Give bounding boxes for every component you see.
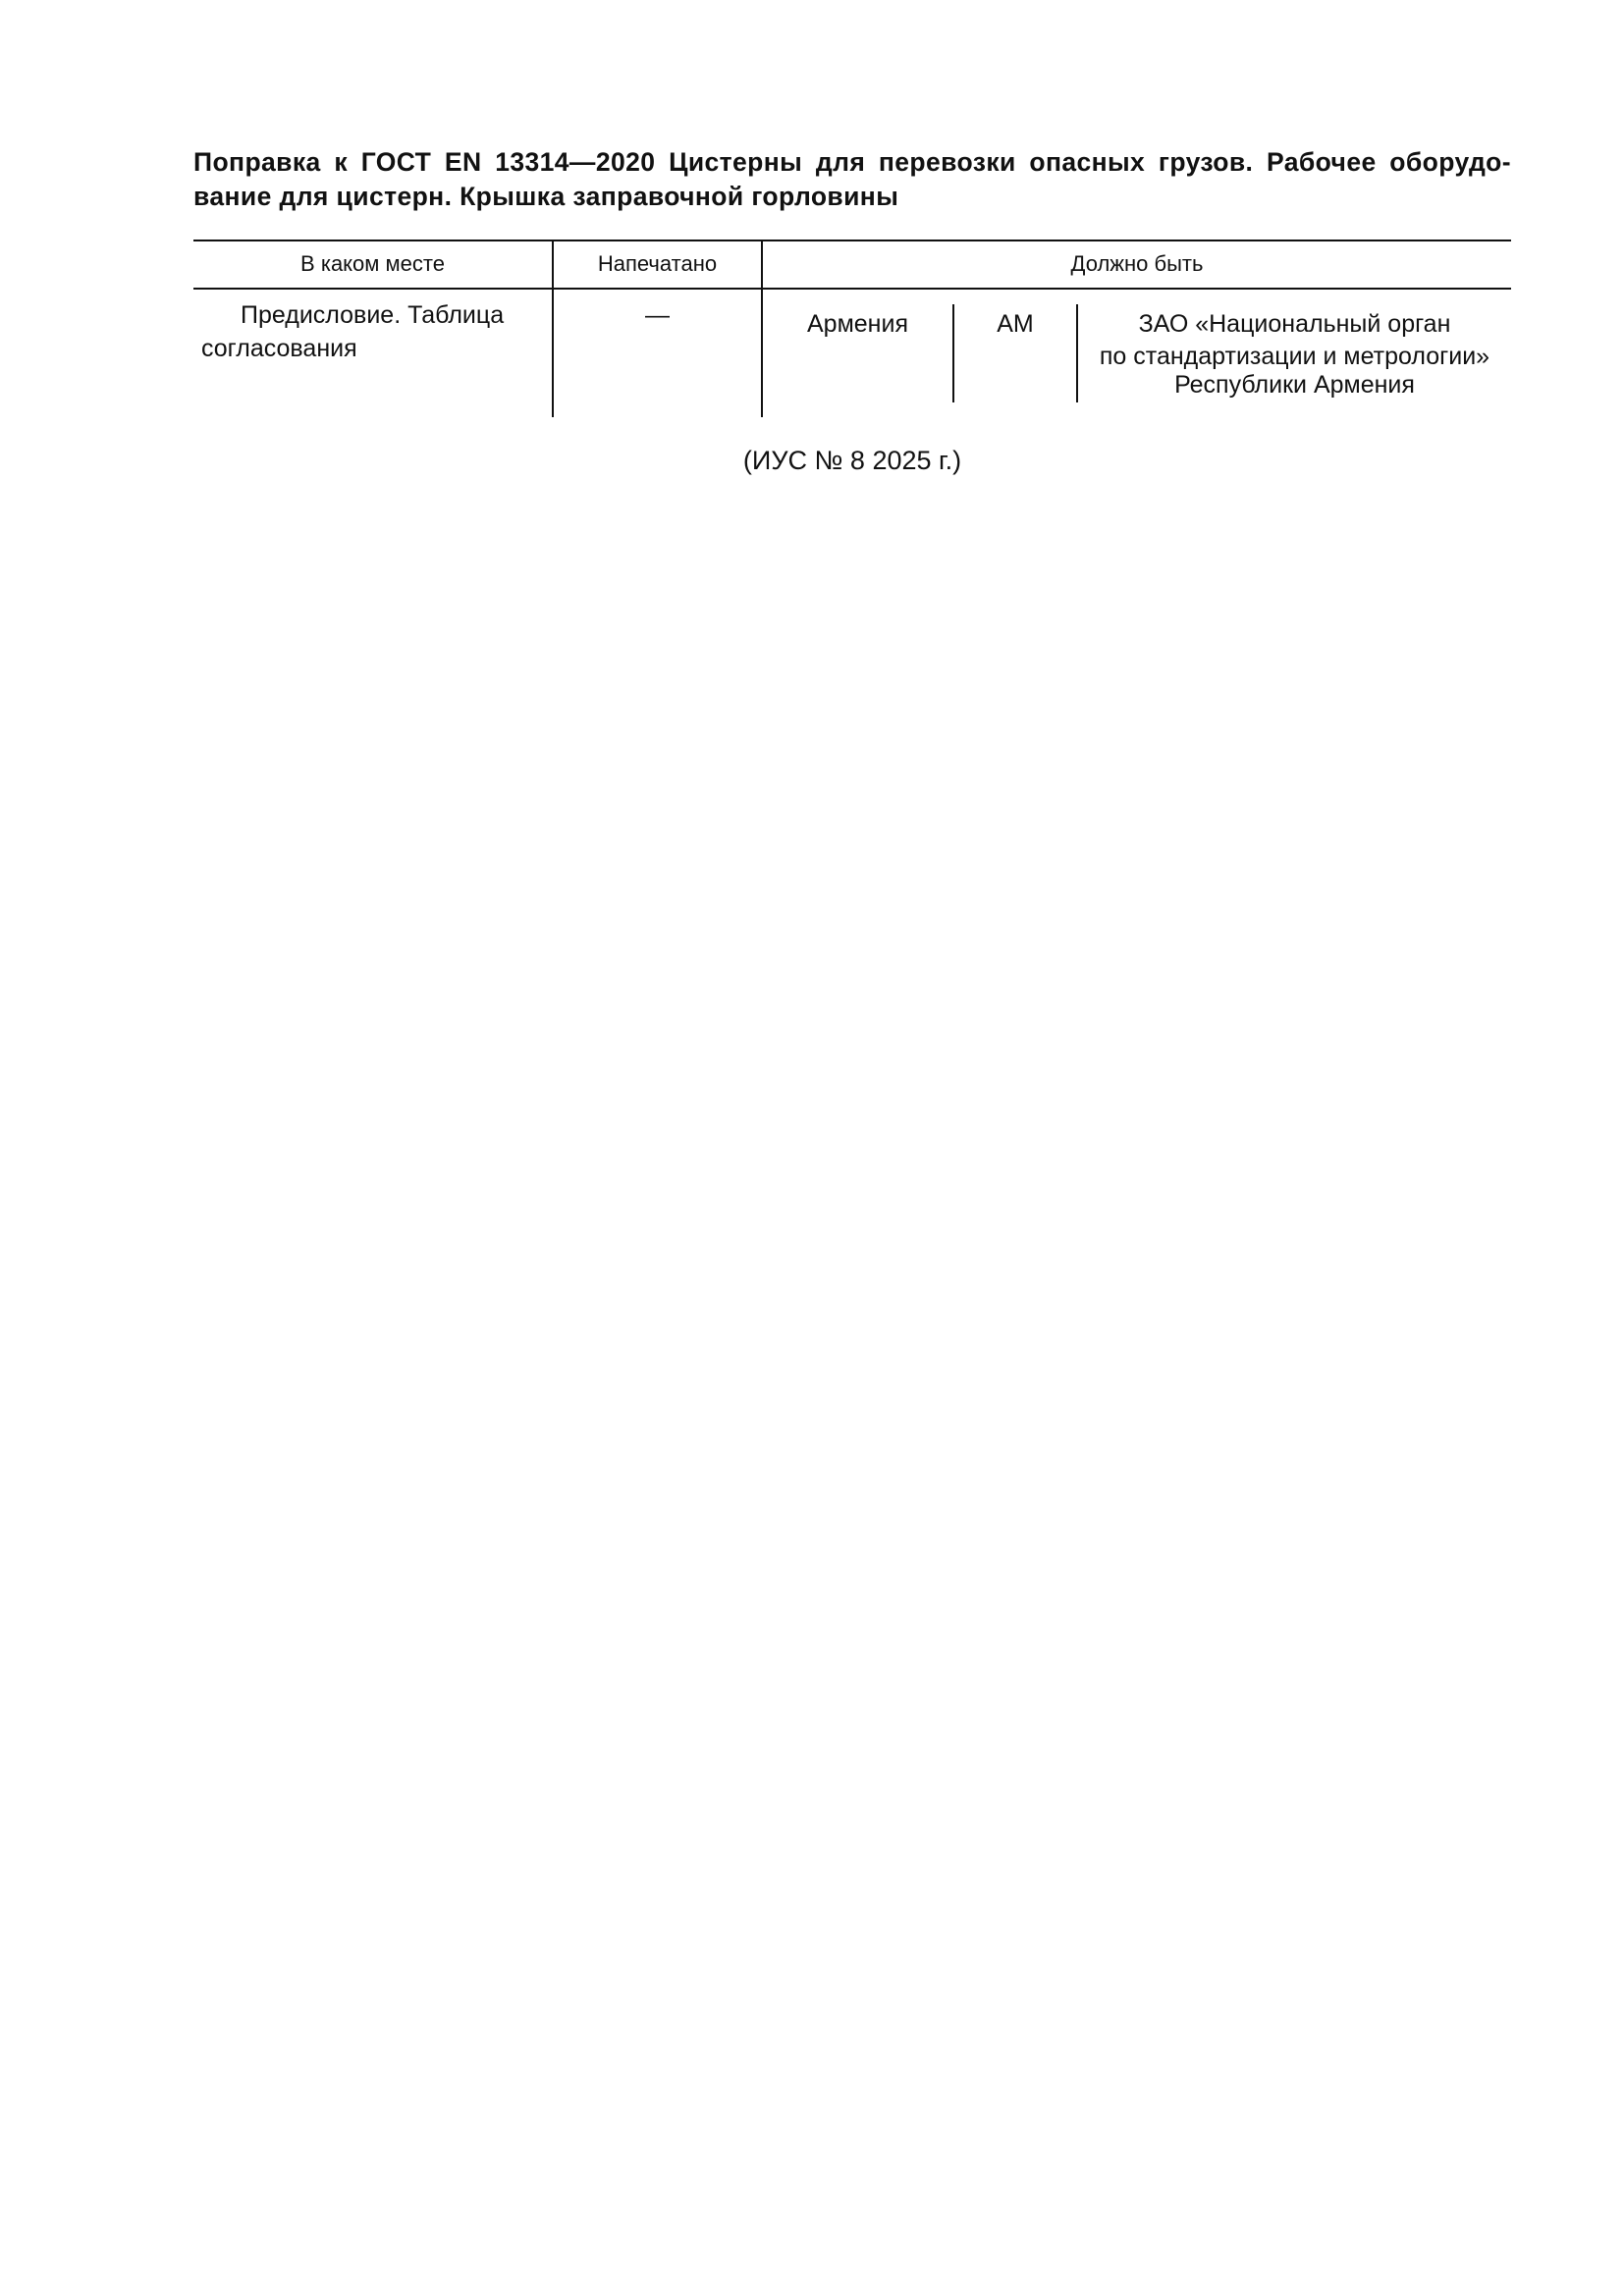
cell-country-code: AM (997, 310, 1034, 338)
amendment-title (193, 145, 1511, 214)
amendment-title-line-1: Поправка к ГОСТ EN 13314—2020 Цистерны для перевозки опасных грузов. Рабочее оборудо- (193, 147, 1511, 177)
cell-country: Армения (807, 310, 908, 338)
cell-printed: — (645, 301, 670, 329)
cell-organization-line-1: ЗАО «Национальный орган (1138, 310, 1451, 338)
cell-organization-line-3: Республики Армения (1174, 371, 1415, 399)
cell-organization-line-2: по стандартизации и метрологии» (1099, 343, 1490, 370)
header-where: В каком месте (300, 251, 445, 276)
bulletin-reference: (ИУС № 8 2025 г.) (742, 446, 962, 475)
header-should-be: Должно быть (1070, 251, 1204, 276)
table-top-rule (193, 240, 1511, 241)
amendment-title-line-2: вание для цистерн. Крышка заправочной горловины (193, 182, 899, 211)
cell-where-line-2: согласования (201, 335, 357, 362)
cell-where-line-1: Предисловие. Таблица (241, 301, 505, 329)
table-header-rule (193, 288, 1511, 290)
header-printed: Напечатано (597, 251, 718, 276)
